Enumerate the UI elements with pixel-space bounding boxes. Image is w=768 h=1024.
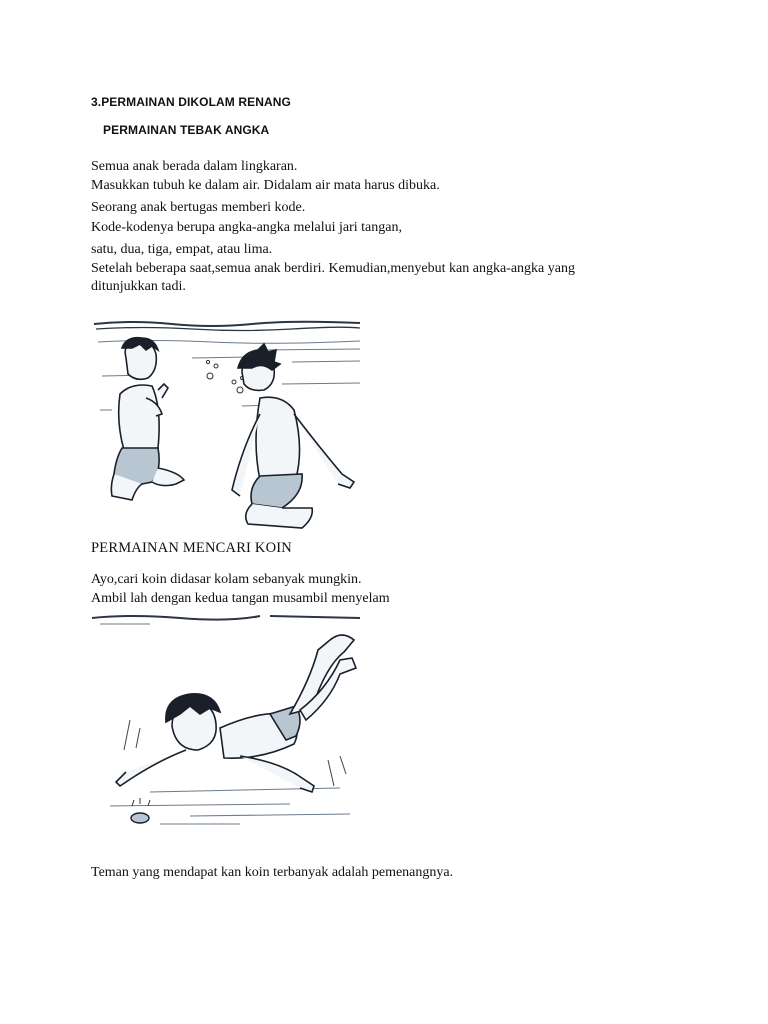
game1-line-5: satu, dua, tiga, empat, atau lima. [91, 242, 273, 257]
diving-child-illustration [90, 610, 366, 832]
game2-line-2: Ambil lah dengan kedua tangan musambil menyelam [91, 591, 390, 606]
game1-line-4: Kode-kodenya berupa angka-angka melalui jari tangan, [91, 220, 402, 235]
game1-line-6: Setelah beberapa saat,semua anak berdiri. Kemudian,menyebut kan angka-angka yang [91, 261, 575, 276]
underwater-children-illustration [92, 318, 364, 532]
closing-line: Teman yang mendapat kan koin terbanyak adalah pemenangnya. [91, 865, 454, 880]
game1-title: PERMAINAN TEBAK ANGKA [103, 123, 270, 137]
game1-line-7: ditunjukkan tadi. [91, 279, 186, 294]
game1-line-3: Seorang anak bertugas memberi kode. [91, 200, 306, 215]
game1-line-2: Masukkan tubuh ke dalam air. Didalam air mata harus dibuka. [91, 178, 440, 193]
game1-line-1: Semua anak berada dalam lingkaran. [91, 159, 298, 174]
game2-line-1: Ayo,cari koin didasar kolam sebanyak mungkin. [91, 572, 362, 587]
section-title: 3.PERMAINAN DIKOLAM RENANG [91, 95, 291, 109]
game2-title: PERMAINAN MENCARI KOIN [91, 540, 292, 556]
